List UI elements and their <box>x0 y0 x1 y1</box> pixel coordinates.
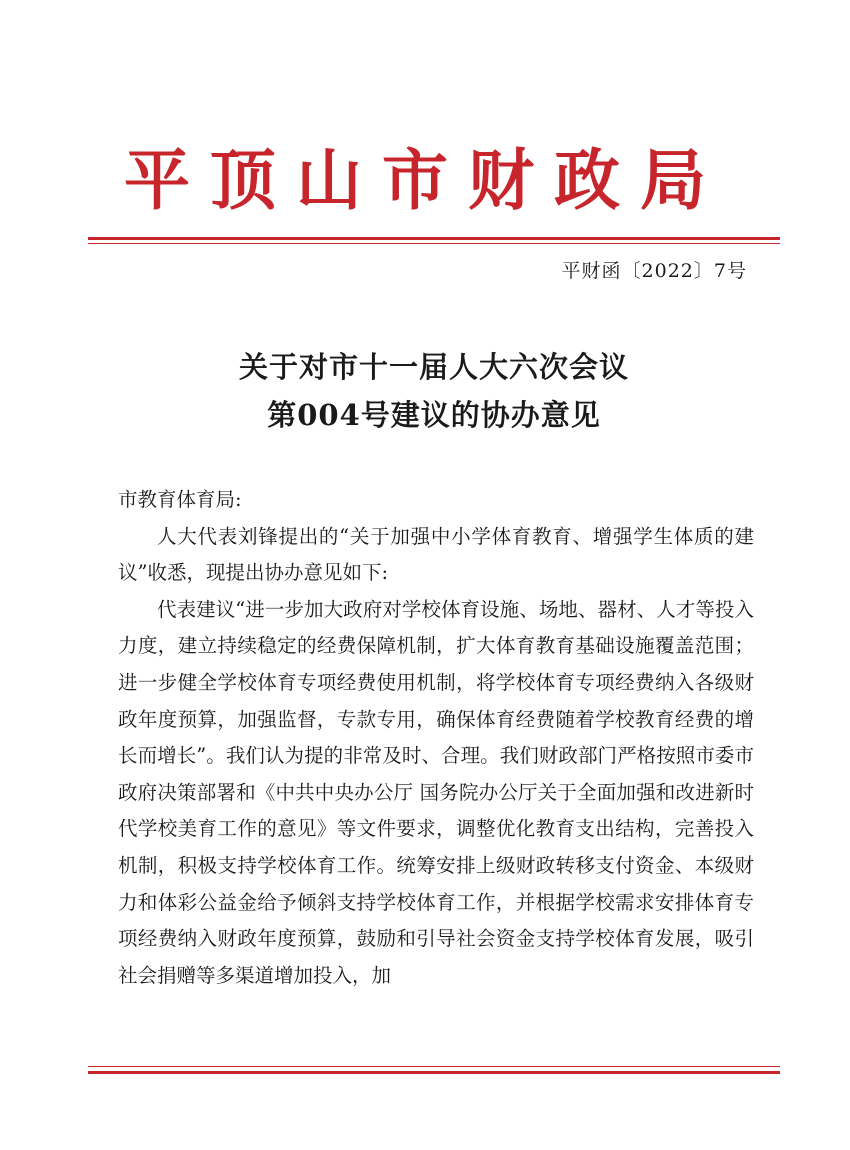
letterhead-agency-name: 平顶山市财政局 <box>124 141 726 219</box>
document-title-line-1: 关于对市十一届人大六次会议 <box>238 350 629 384</box>
body-paragraph: 代表建议“进一步加大政府对学校体育设施、场地、器材、人才等投入力度，建立持续稳定的经费保障机制，扩大体育教育基础设施覆盖范围；进一步健全学校体育专项经费使用机制，将学校体育专项经费纳入各级财政年度预算，加强监督，专款专用，确保体育经费随着学校教育经费的增长而增长”。我们认为提的非常及时、合理。我们财政部门严格按照市委市政府决策部署和《中共中央办公厅 国务院办公厅关于全面加强和改进新时代学校美育工作的意见》等文件要求，调整优化教育支出结构，完善投入机制，积极支持学校体育工作。统筹安排上级财政转移支付资金、本级财力和体彩公益金给予倾斜支持学校体育工作，并根据学校需求安排体育专项经费纳入财政年度预算，鼓励和引导社会资金支持学校体育发展，吸引社会捐赠等多渠道增加投入，加 <box>118 597 754 987</box>
document-number: 平财函〔2022〕7号 <box>561 260 747 282</box>
footer-rule-thin <box>88 1066 780 1067</box>
letterhead-rule-thick <box>88 237 780 240</box>
footer-rule-thick <box>88 1071 780 1074</box>
body-paragraph: 人大代表刘锋提出的“关于加强中小学体育教育、增强学生体质的建议”收悉，现提出协办意见如下: <box>118 524 754 585</box>
letterhead-rule-thin <box>88 243 780 244</box>
document-title-line-2: 第004号建议的协办意见 <box>267 398 601 432</box>
document-body <box>118 482 754 994</box>
addressee: 市教育体育局: <box>118 488 242 511</box>
